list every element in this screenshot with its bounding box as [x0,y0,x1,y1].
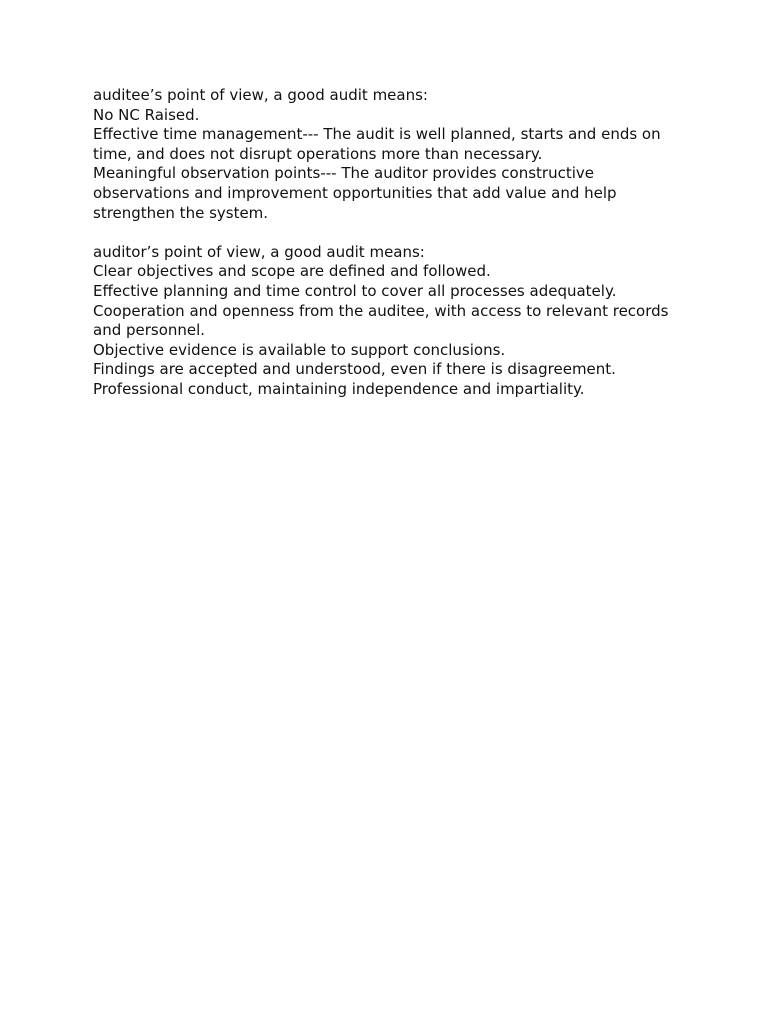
document-page [93,86,673,400]
auditor-point: Findings are accepted and understood, even if there is disagreement. [93,360,616,379]
auditee-heading: auditee’s point of view, a good audit means: [93,86,428,104]
auditee-section [93,86,673,223]
auditor-point: Cooperation and openness from the auditee, with access to relevant records and personnel. [93,301,669,340]
auditor-heading: auditor’s point of view, a good audit means: [93,242,425,261]
auditor-point: Clear objectives and scope are defined and followed. [93,262,491,281]
auditor-section [93,243,673,400]
auditor-point: Objective evidence is available to support conclusions. [93,340,506,359]
auditor-point: Effective planning and time control to cover all processes adequately. [93,281,617,300]
auditee-point: Effective time management--- The audit is well planned, starts and ends on time, and does not disrupt operations more than necessary. [93,125,661,163]
auditee-point: Meaningful observation points--- The auditor provides constructive observations and improvement opportunities that add value and help strengthen the system. [93,164,617,222]
auditee-point: No NC Raised. [93,105,200,124]
auditor-point: Professional conduct, maintaining independence and impartiality. [93,379,585,398]
